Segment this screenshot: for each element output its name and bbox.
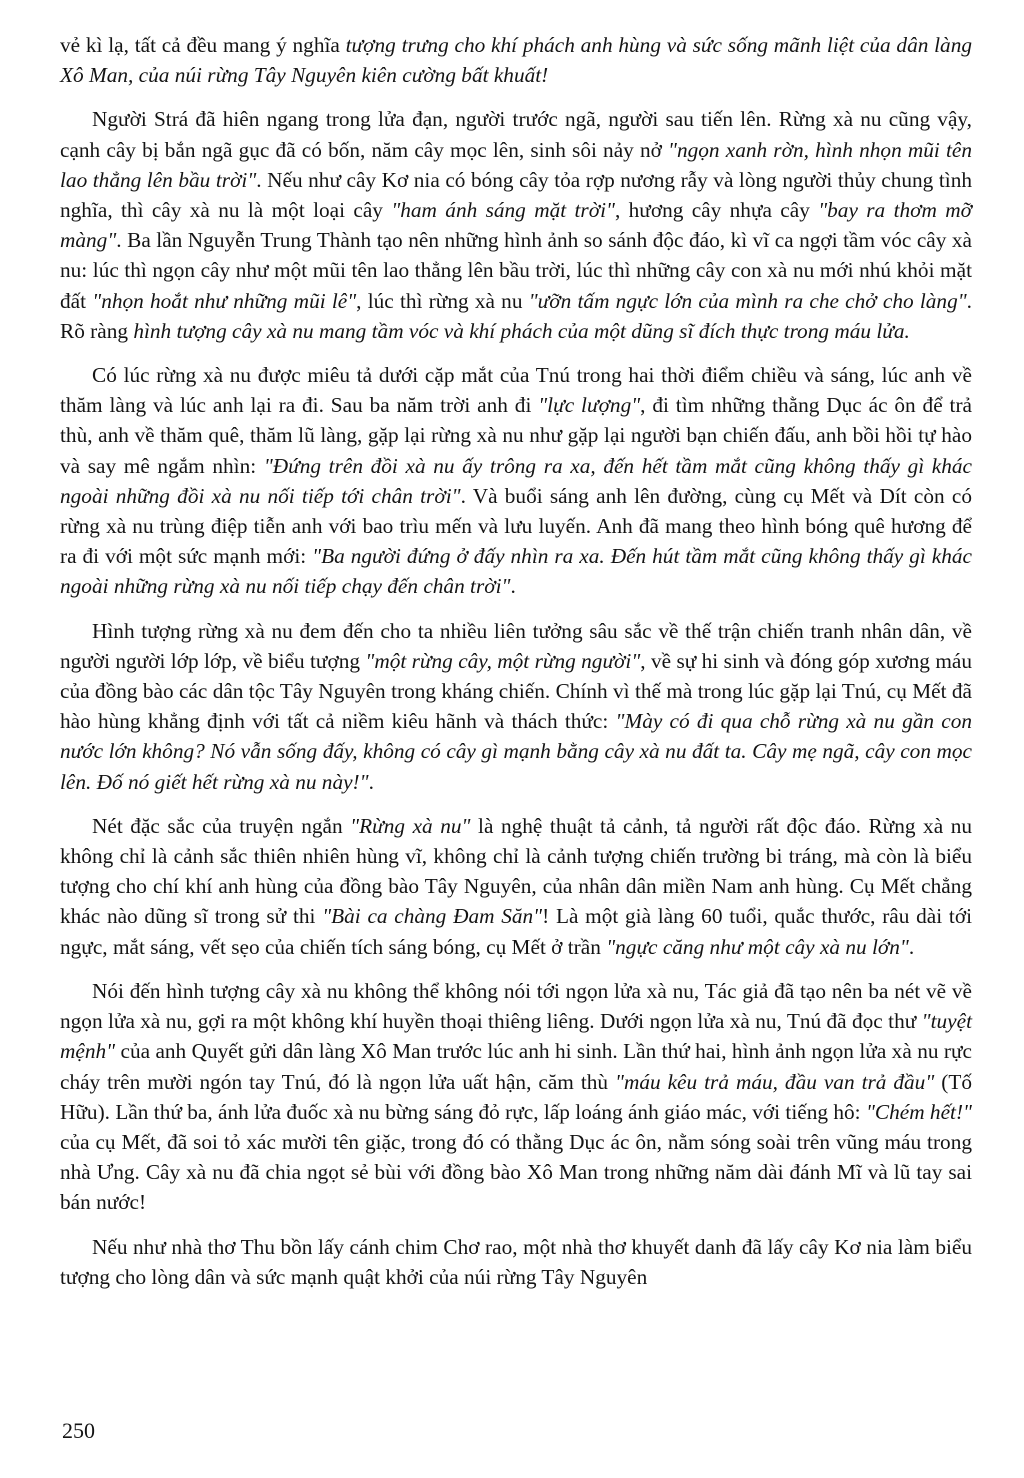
text-run: . — [510, 574, 516, 599]
italic-text-run: "Ba người đứng ở đấy nhìn ra xa. Đến hút tầm mắt cũng không thấy gì khác ngoài những rừng xà nu nối tiếp chạy đến chân trời" — [60, 544, 972, 599]
text-run: ! Là một già làng 60 tuổi, quắc thước, râu dài tới ngực, mắt sáng, vết sẹo của chiến tích sáng bóng, cụ Mết ở trần — [60, 904, 972, 959]
italic-text-run: "ham ánh sáng mặt trời" — [391, 198, 615, 223]
italic-text-run: "tuyệt mệnh" — [60, 1009, 972, 1064]
text-run: Hình tượng rừng xà nu đem đến cho ta nhiều liên tưởng sâu sắc về thế trận chiến tranh nhân dân, về người người lớp lớp, về biểu tượng — [60, 618, 972, 673]
text-run: . Nếu như cây Kơ nia có bóng cây tỏa rợp nương rẫy và lòng người thủy chung tình nghĩa, thì cây xà nu là một loại cây — [60, 167, 972, 223]
text-run: , hương cây nhựa cây — [614, 198, 819, 223]
text-run: . Và buổi sáng anh lên đường, cùng cụ Mết và Dít còn có rừng xà nu trùng điệp tiễn anh với bao trìu mến và lưu luyến. Anh đã mang theo hình bóng quê hương để ra đi với một sức mạnh mới: — [60, 483, 972, 569]
text-run: của cụ Mết, đã soi tỏ xác mười tên giặc, trong đó có thằng Dục ác ôn, nằm sóng soài trên vũng máu trong nhà Ưng. Cây xà nu đã chia ngọt sẻ bùi với đồng bào Xô Man trong những năm dài đánh Mĩ và lũ tay sai bán nước! — [60, 1129, 972, 1215]
italic-text-run: "một rừng cây, một rừng người" — [365, 648, 641, 673]
italic-text-run: "lực lượng" — [538, 393, 641, 418]
text-run: . Rõ ràng — [60, 288, 972, 343]
text-run: . — [368, 769, 374, 794]
text-run: , đi tìm những thằng Dục ác ôn để trả thù, anh về thăm quê, thăm lũ làng, gặp lại rừng xà nu như gặp lại người bạn chiến đấu, anh bồi hồi tự hào và say mê ngắm nhìn: — [60, 393, 972, 478]
text-run: của anh Quyết gửi dân làng Xô Man trước lúc anh hi sinh. Lần thứ hai, hình ảnh ngọn lửa xà nu rực cháy trên mười ngón tay Tnú, đó là ngọn lửa uất hận, căm thù — [60, 1039, 972, 1094]
page-body — [60, 30, 972, 1306]
paragraph-5 — [60, 811, 972, 962]
text-run: , lúc thì rừng xà nu — [356, 288, 529, 313]
text-run: Người Strá đã hiên ngang trong lửa đạn, người trước ngã, người sau tiến lên. Rừng xà nu cũng vậy, cạnh cây bị bắn ngã gục đã có bốn, năm cây mọc lên, sinh sôi nảy nở — [60, 107, 972, 162]
italic-text-run: hình tượng cây xà nu mang tầm vóc và khí phách của một dũng sĩ đích thực trong máu lửa. — [133, 318, 910, 343]
text-run: là nghệ thuật tả cảnh, tả người rất độc đáo. Rừng xà nu không chỉ là cảnh sắc thiên nhiên hùng vĩ, không chỉ là cảnh tượng chiến trường bi tráng, mà còn là biểu tượng cho chí khí anh hùng của đồng bào Tây Nguyên, của nhân dân miền Nam anh hùng. Cụ Mết chẳng khác nào dũng sĩ trong sử thi — [60, 813, 973, 929]
paragraph-7 — [60, 1232, 972, 1292]
paragraph-6 — [60, 976, 972, 1218]
text-run: Nói đến hình tượng cây xà nu không thể không nói tới ngọn lửa xà nu, Tác giả đã tạo nên ba nét vẽ về ngọn lửa xà nu, gợi ra một không khí huyền thoại thiêng liêng. Dưới ngọn lửa xà nu, Tnú đã đọc thư — [60, 978, 972, 1034]
italic-text-run: "máu kêu trả máu, đầu van trả đầu" — [615, 1069, 935, 1094]
italic-text-run: "ngọn xanh rờn, hình nhọn mũi tên lao thẳng lên bầu trời" — [60, 137, 972, 192]
paragraph-3 — [60, 360, 972, 602]
paragraph-1 — [60, 30, 972, 90]
text-run: Nét đặc sắc của truyện ngắn — [92, 813, 351, 838]
text-run: Có lúc rừng xà nu được miêu tả dưới cặp mắt của Tnú trong hai thời điểm chiều và sáng, lúc anh về thăm làng và lúc anh lại ra đi. Sau ba năm trời anh đi — [60, 363, 972, 418]
text-run: Nếu như nhà thơ Thu bồn lấy cánh chim Chơ rao, một nhà thơ khuyết danh đã lấy cây Kơ nia làm biểu tượng cho lòng dân và sức mạnh quật khởi của núi rừng Tây Nguyên — [60, 1234, 972, 1289]
italic-text-run: "Đứng trên đồi xà nu ấy trông ra xa, đến hết tầm mắt cũng không thấy gì khác ngoài những đồi xà nu nối tiếp tới chân trời" — [60, 453, 972, 508]
paragraph-4 — [60, 616, 972, 797]
italic-text-run: "ngực căng như một cây xà nu lớn" — [606, 934, 909, 959]
text-run: vẻ kì lạ, tất cả đều mang ý nghĩa — [60, 33, 346, 57]
italic-text-run: "Rừng xà nu" — [350, 813, 471, 838]
italic-text-run: "Bài ca chàng Đam Săn" — [322, 904, 543, 929]
text-run: (Tố Hữu). Lần thứ ba, ánh lửa đuốc xà nu bừng sáng đỏ rực, lấp loáng ánh giáo mác, với tiếng hô: — [60, 1069, 973, 1124]
italic-text-run: "bay ra thơm mỡ màng" — [60, 198, 972, 253]
text-run: . Ba lần Nguyễn Trung Thành tạo nên những hình ảnh so sánh độc đáo, kì vĩ ca ngợi tầm vóc cây xà nu: lúc thì ngọn cây như một mũi tên lao thẳng lên bầu trời, lúc thì những cây con xà nu mới nhú khỏi mặt đất — [60, 228, 972, 313]
italic-text-run: "Mày có đi qua chỗ rừng xà nu gần con nước lớn không? Nó vẫn sống đấy, không có cây gì mạnh bằng cây xà nu đất ta. Cây mẹ ngã, cây con mọc lên. Đố nó giết hết rừng xà nu này!" — [60, 709, 972, 794]
italic-text-run: "nhọn hoắt như những mũi lê" — [92, 288, 357, 313]
italic-text-run: tượng trưng cho khí phách anh hùng và sức sống mãnh liệt của dân làng Xô Man, của núi rừng Tây Nguyên kiên cường bất khuất! — [60, 33, 973, 88]
text-run: , về sự hi sinh và đóng góp xương máu của đồng bào các dân tộc Tây Nguyên trong kháng chiến. Chính vì thế mà trong lúc gặp lại Tnú, cụ Mết đã hào hùng khẳng định với tất cả niềm kiêu hãnh và thách thức: — [60, 648, 972, 734]
italic-text-run: "ưỡn tấm ngực lớn của mình ra che chở cho làng" — [528, 288, 967, 313]
italic-text-run: "Chém hết!" — [865, 1099, 972, 1124]
page-number: 250 — [62, 1418, 95, 1443]
text-run: . — [908, 934, 915, 959]
paragraph-2 — [60, 104, 972, 346]
